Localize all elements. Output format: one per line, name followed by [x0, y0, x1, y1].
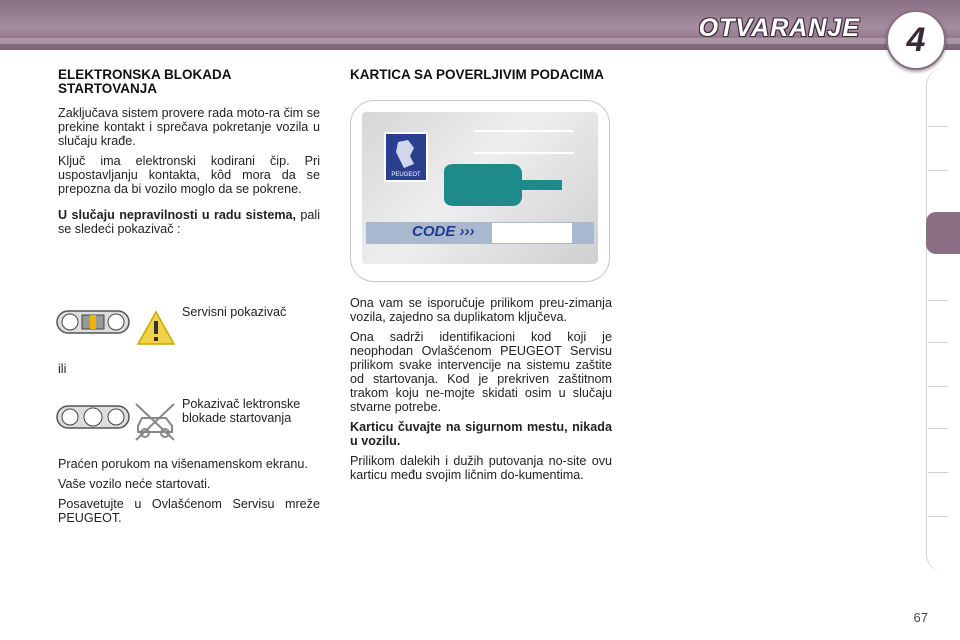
section-heading-immobilizer: ELEKTRONSKA BLOKADA STARTOVANJA	[58, 67, 231, 96]
peugeot-logo-icon	[384, 132, 428, 182]
immobilizer-para-1: Zaključava sistem provere rada moto-ra čim se prekine kontakt i sprečava pokretanje vozila u slučaju krađe.	[58, 106, 320, 148]
card-line-mid	[474, 152, 574, 154]
tab-divider	[928, 472, 948, 473]
malfunction-bold: U slučaju nepravilnosti u radu sistema,	[58, 208, 297, 222]
malfunction-rest: pali se sledeći pokazivač :	[58, 208, 320, 236]
code-field-scratch	[492, 223, 572, 243]
card-line-top	[474, 130, 574, 132]
tab-divider	[928, 386, 948, 387]
card-para-4: Prilikom dalekih i dužih putovanja no-site ovu karticu među svojim ličnim do-kumentima.	[350, 454, 612, 482]
immobilizer-para-3: Praćen porukom na višenamenskom ekranu.	[58, 457, 308, 471]
section-heading-code-card: KARTICA SA POVERLJIVIM PODACIMA	[350, 67, 605, 82]
code-label-text: CODE	[412, 223, 456, 240]
chapter-tab-rail	[926, 68, 951, 572]
right-column-heading-wrap	[350, 68, 612, 92]
card-para-3-bold-text: Karticu čuvajte na sigurnom mestu, nikada u vozilu.	[350, 420, 612, 448]
chapter-title: OTVARANJE	[698, 14, 860, 42]
tab-divider	[928, 300, 948, 301]
page-number: 67	[913, 610, 928, 625]
tab-divider	[928, 516, 948, 517]
code-label: CODE ›››	[412, 223, 475, 240]
dashboard-immobilizer-icon	[56, 402, 130, 432]
card-para-3-bold	[350, 420, 612, 448]
tab-divider	[928, 170, 948, 171]
left-column-bottom	[58, 457, 320, 531]
card-logo-text: PEUGEOT	[391, 172, 421, 178]
chapter-number: 4	[906, 20, 926, 59]
chapter-number-badge	[886, 10, 946, 70]
immobilizer-para-4: Vaše vozilo neće startovati.	[58, 477, 211, 491]
card-para-2: Ona sadrži identifikacioni kod koji je neophodan Ovlašćenom PEUGEOT Servisu prilikom svake intervencije na sistemu zaštite od startovanja. Kod je prekriven zaštitnom trakom koju ne-mojte skidati osim u slučaju stvarne potrebe.	[350, 330, 612, 414]
immobilizer-para-2: Ključ ima elektronski kodirani čip. Pri uspostavljanju kontakta, kôd mora da se prepozna da bi vozilo moglo da se pokrene.	[58, 154, 320, 196]
malfunction-para	[58, 208, 320, 236]
immobilizer-key-icon	[132, 398, 178, 442]
or-text: ili	[58, 362, 67, 376]
immobilizer-para-5: Posavetujte u Ovlašćenom Servisu mreže PEUGEOT.	[58, 497, 320, 525]
right-column-body	[350, 296, 612, 488]
key-silhouette-icon	[440, 162, 566, 208]
left-column	[58, 68, 320, 242]
dashboard-service-icon	[56, 307, 130, 337]
tab-divider	[928, 126, 948, 127]
service-indicator-label: Servisni pokazivač	[182, 305, 287, 319]
card-para-1: Ona vam se isporučuje prilikom preu-zimanja vozila, zajedno sa duplikatom ključeva.	[350, 296, 612, 324]
warning-triangle-icon	[136, 310, 176, 346]
immobilizer-indicator-label: Pokazivač lektronske blokade startovanja	[182, 397, 301, 425]
active-chapter-tab[interactable]	[926, 212, 960, 254]
tab-divider	[928, 342, 948, 343]
tab-divider	[928, 428, 948, 429]
